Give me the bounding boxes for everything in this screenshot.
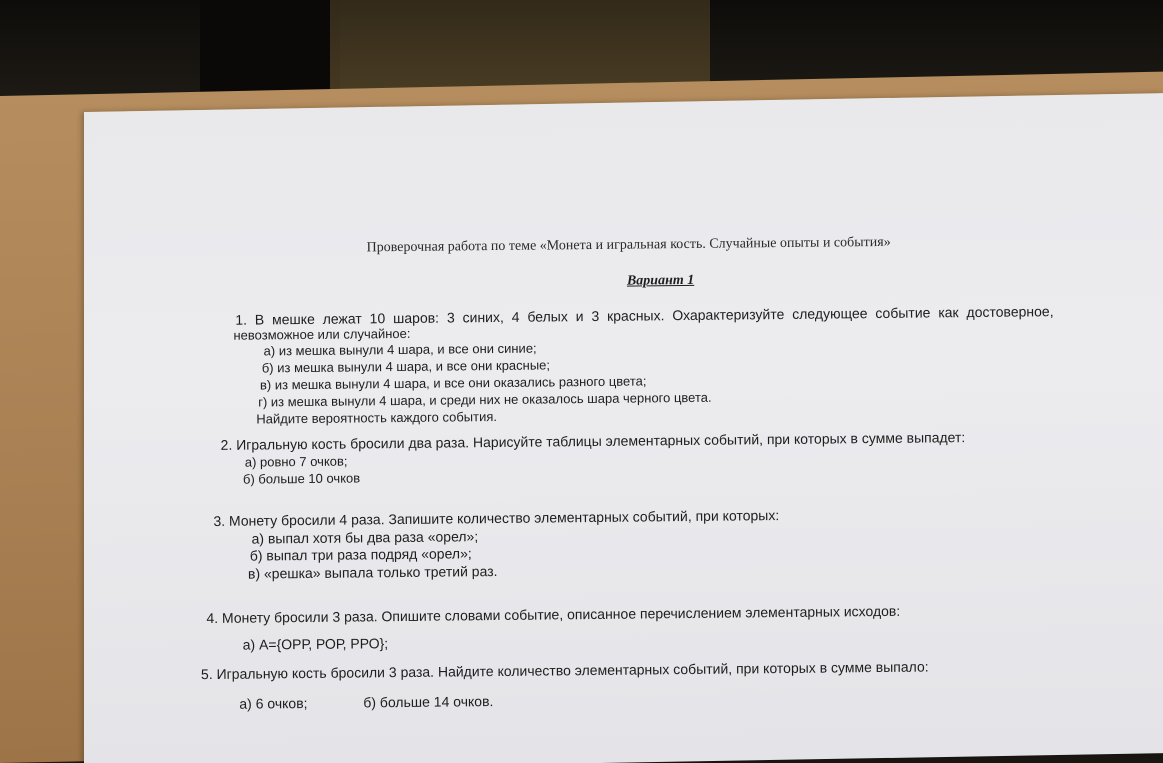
task-1-item-d: г) из мешка вынули 4 шара, и среди них не оказалось шара черного цвета.	[258, 389, 712, 410]
task-2-text: 2. Игральную кость бросили два раза. Нарисуйте таблицы элементарных событий, при которых в сумме выпадет:	[220, 429, 966, 453]
task-1-text: 1. В мешке лежат 10 шаров: 3 синих, 4 белых и 3 красных. Охарактеризуйте следующее событие как достоверное,	[235, 303, 1054, 328]
document-title: Проверочная работа по теме «Монета и игральная кость. Случайные опыты и события»	[366, 234, 891, 256]
task-5-item-b: б) больше 14 очков.	[363, 693, 494, 711]
task-1-footer: Найдите вероятность каждого события.	[256, 408, 498, 427]
task-5-text: 5. Игральную кость бросили 3 раза. Найдите количество элементарных событий, при которых в сумме выпало:	[200, 658, 929, 683]
task-4-item-a: а) А={ОРР, РОР, РРО};	[242, 635, 389, 653]
task-4-text: 4. Монету бросили 3 раза. Опишите словами событие, описанное перечислением элементарных исходов:	[206, 602, 901, 627]
task-3-item-b: б) выпал три раза подряд «орел»;	[249, 545, 472, 564]
task-1-item-a: а) из мешка вынули 4 шара, и все они синие;	[263, 340, 537, 359]
task-1-text-continued: невозможное или случайное:	[233, 325, 411, 343]
task-1-item-c: в) из мешка вынули 4 шара, и все они оказались разного цвета;	[259, 373, 647, 393]
task-3-text: 3. Монету бросили 4 раза. Запишите количество элементарных событий, при которых:	[213, 507, 780, 529]
task-2-item-a: а) ровно 7 очков;	[244, 453, 348, 470]
task-3-item-a: а) выпал хотя бы два раза «орел»;	[251, 528, 479, 547]
task-5-item-a: а) 6 очков;	[239, 694, 308, 712]
variant-heading: Вариант 1	[626, 272, 695, 289]
task-1-item-b: б) из мешка вынули 4 шара, и все они красные;	[261, 357, 551, 376]
task-3-item-c: в) «решка» выпала только третий раз.	[247, 563, 498, 582]
task-2-item-b: б) больше 10 очков	[242, 470, 361, 487]
